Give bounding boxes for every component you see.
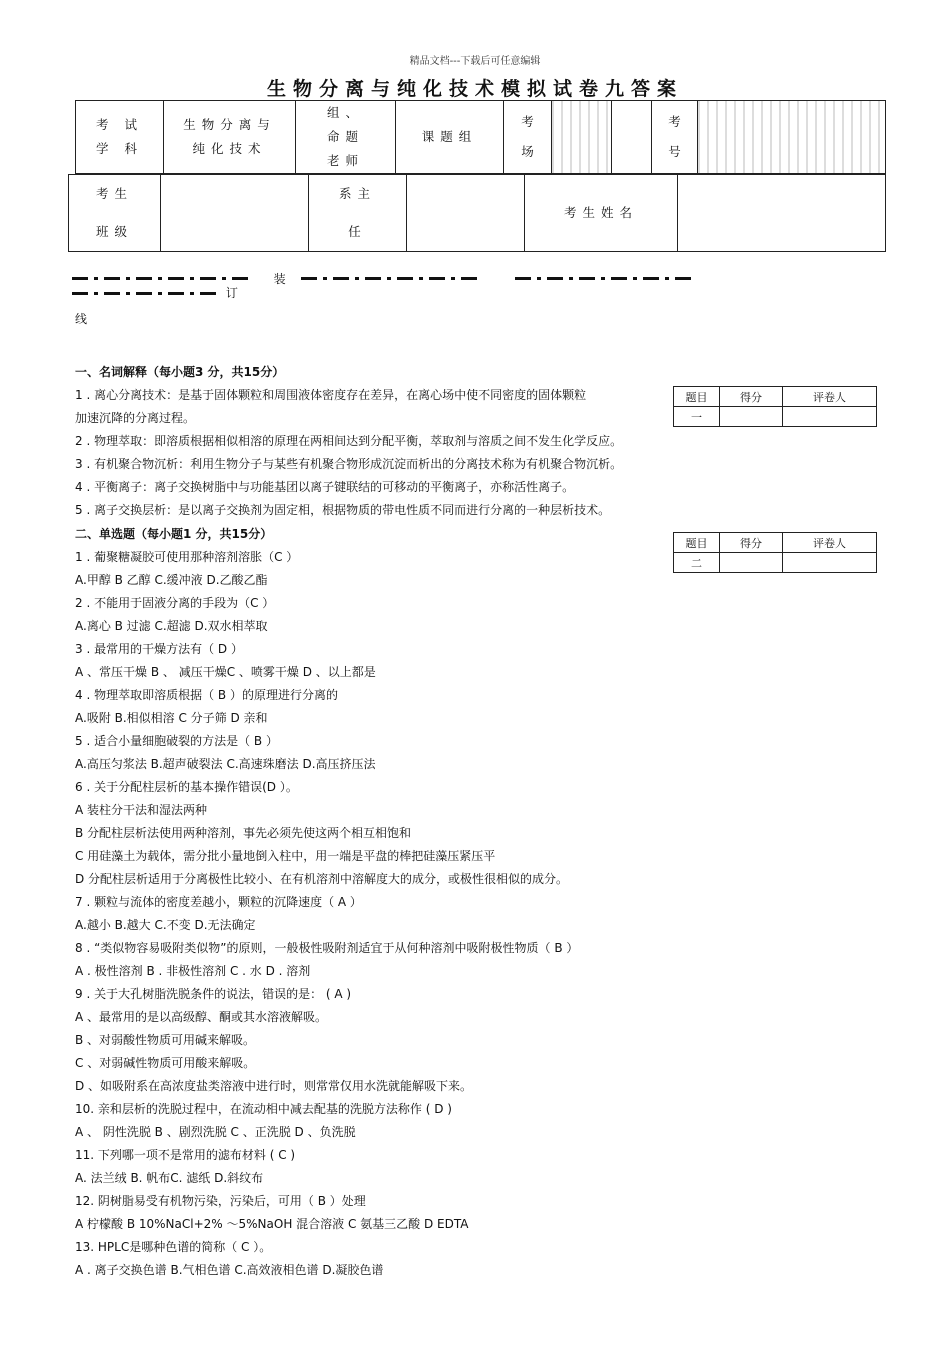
name-field[interactable] <box>678 175 886 252</box>
score-col-item: 题目 <box>674 387 720 407</box>
group-value: 课题组 <box>396 101 504 174</box>
binding-xian: 线 <box>75 312 88 326</box>
score-col-grader: 评卷人 <box>783 533 877 553</box>
s2-item: B 、对弱酸性物质可用碱来解吸。 <box>75 1033 256 1047</box>
score-col-score: 得分 <box>720 387 783 407</box>
score-row-label: 二 <box>674 553 720 573</box>
s2-item: A.甲醇 B 乙醇 C.缓冲液 D.乙酸乙酯 <box>75 573 268 587</box>
room-spacer <box>612 101 652 174</box>
s1-item: 5 . 离子交换层析：是以离子交换剂为固定相，根据物质的带电性质不同而进行分离的一种层析技术。 <box>75 503 611 517</box>
s2-item: 2 . 不能用于固液分离的手段为（C ） <box>75 596 275 610</box>
header-note: 精品文档---下载后可任意编辑 <box>409 56 541 67</box>
s2-item: 12. 阴树脂易受有机物污染，污染后，可用（ B ）处理 <box>75 1194 366 1208</box>
s2-item: C 用硅藻土为载体，需分批小量地倒入柱中，用一端是平盘的棒把硅藻压紧压平 <box>75 849 496 863</box>
score-col-item: 题目 <box>674 533 720 553</box>
s2-item: C 、对弱碱性物质可用酸来解吸。 <box>75 1056 256 1070</box>
s2-item: 10. 亲和层析的洗脱过程中，在流动相中减去配基的洗脱方法称作 ( D ) <box>75 1102 452 1116</box>
director-label: 系主任 <box>309 175 407 252</box>
score-col-score: 得分 <box>720 533 783 553</box>
s2-item: 7 . 颗粒与流体的密度差越小，颗粒的沉降速度（ A ） <box>75 895 362 909</box>
s2-item: 13. HPLC是哪种色谱的简称（ C ）。 <box>75 1240 272 1254</box>
s2-item: A 、 阴性洗脱 B 、剧烈洗脱 C 、正洗脱 D 、负洗脱 <box>75 1125 356 1139</box>
s2-item: 3 . 最常用的干燥方法有（ D ） <box>75 642 243 656</box>
s2-item: D 分配柱层析适用于分离极性比较小、在有机溶剂中溶解度大的成分，或极性很相似的成分。 <box>75 872 569 886</box>
class-label: 考生班级 <box>69 175 161 252</box>
score-col-grader: 评卷人 <box>783 387 877 407</box>
binding-zhuang: 装 <box>273 271 286 286</box>
s1-item: 加速沉降的分离过程。 <box>75 411 196 425</box>
score-box-1 <box>673 386 877 427</box>
name-label: 考生姓名 <box>525 175 678 252</box>
s2-item: 6 . 关于分配柱层析的基本操作错误(D ）。 <box>75 780 298 794</box>
score-field[interactable] <box>720 553 783 573</box>
s2-item: 5 . 适合小量细胞破裂的方法是（ B ） <box>75 734 278 748</box>
s2-item: A.吸附 B.相似相溶 C 分子筛 D 亲和 <box>75 711 268 725</box>
s1-item: 2 . 物理萃取：即溶质根据相似相溶的原理在两相间达到分配平衡，萃取剂与溶质之间不发生化学反应。 <box>75 434 623 448</box>
class-field[interactable] <box>161 175 309 252</box>
s2-item: A 装柱分干法和湿法两种 <box>75 803 208 817</box>
s2-item: A. 法兰绒 B. 帆布C. 滤纸 D.斜纹布 <box>75 1171 264 1185</box>
s2-item: A.越小 B.越大 C.不变 D.无法确定 <box>75 918 256 932</box>
director-field[interactable] <box>407 175 525 252</box>
binding-ding: 订 <box>225 286 238 300</box>
s2-item: A 、常压干燥 B 、 减压干燥C 、喷雾干燥 D 、以上都是 <box>75 665 376 679</box>
s2-item: 8 . “类似物容易吸附类似物”的原则，一般极性吸附剂适宜于从何种溶剂中吸附极性物质（ B ） <box>75 941 579 955</box>
s2-item: B 分配柱层析法使用两种溶剂，事先必须先使这两个相互相饱和 <box>75 826 412 840</box>
score-field[interactable] <box>720 407 783 427</box>
s2-item: A.离心 B 过滤 C.超滤 D.双水相萃取 <box>75 619 268 633</box>
s2-item: 11. 下列哪一项不是常用的滤布材料 ( C ) <box>75 1148 296 1162</box>
s2-item: 1 . 葡聚糖凝胶可使用那种溶剂溶胀（C ） <box>75 550 299 564</box>
s2-item: A . 离子交换色谱 B.气相色谱 C.高效液相色谱 D.凝胶色谱 <box>75 1263 384 1277</box>
s2-item: A.高压匀浆法 B.超声破裂法 C.高速珠磨法 D.高压挤压法 <box>75 757 376 771</box>
room-field[interactable] <box>552 101 612 174</box>
score-row-label: 一 <box>674 407 720 427</box>
group-label: 组、命题老师 <box>296 101 396 174</box>
s2-item: 4 . 物理萃取即溶质根据（ B ）的原理进行分离的 <box>75 688 338 702</box>
section1-heading: 一、名词解释（每小题3 分，共15分） <box>75 365 285 379</box>
score-box-2 <box>673 532 877 573</box>
exam-info-table-bottom <box>68 174 886 252</box>
subject-value: 生物分离与纯化技术 <box>164 101 296 174</box>
s2-item: D 、如吸附系在高浓度盐类溶液中进行时，则常常仅用水洗就能解吸下来。 <box>75 1079 473 1093</box>
s1-item: 3 . 有机聚合物沉析：利用生物分子与某些有机聚合物形成沉淀而析出的分离技术称为有机聚合物沉析。 <box>75 457 623 471</box>
room-label: 考场 <box>504 101 552 174</box>
section2-heading: 二、单选题（每小题1 分，共15分） <box>75 527 273 541</box>
seat-field[interactable] <box>698 101 886 174</box>
s1-item: 4 . 平衡离子：离子交换树脂中与功能基团以离子键联结的可移动的平衡离子，亦称活性离子。 <box>75 480 575 494</box>
s1-item: 1 . 离心分离技术：是基于固体颗粒和周围液体密度存在差异，在离心场中使不同密度的固体颗粒 <box>75 388 587 402</box>
subject-label: 考 试 学 科 <box>76 101 164 174</box>
grader-field[interactable] <box>783 407 877 427</box>
s2-item: A . 极性溶剂 B . 非极性溶剂 C . 水 D . 溶剂 <box>75 964 311 978</box>
binding-line <box>72 271 882 300</box>
s2-item: A 、最常用的是以高级醇、酮或其水溶液解吸。 <box>75 1010 328 1024</box>
seat-label: 考号 <box>652 101 698 174</box>
grader-field[interactable] <box>783 553 877 573</box>
s2-item: 9 . 关于大孔树脂洗脱条件的说法，错误的是： ( A ) <box>75 987 352 1001</box>
s2-item: A 柠檬酸 B 10%NaCl+2% ～5%NaOH 混合溶液 C 氨基三乙酸 D EDTA <box>75 1217 469 1231</box>
exam-info-table-top <box>75 100 886 174</box>
page-title: 生物分离与纯化技术模拟试卷九答案 <box>266 78 683 100</box>
